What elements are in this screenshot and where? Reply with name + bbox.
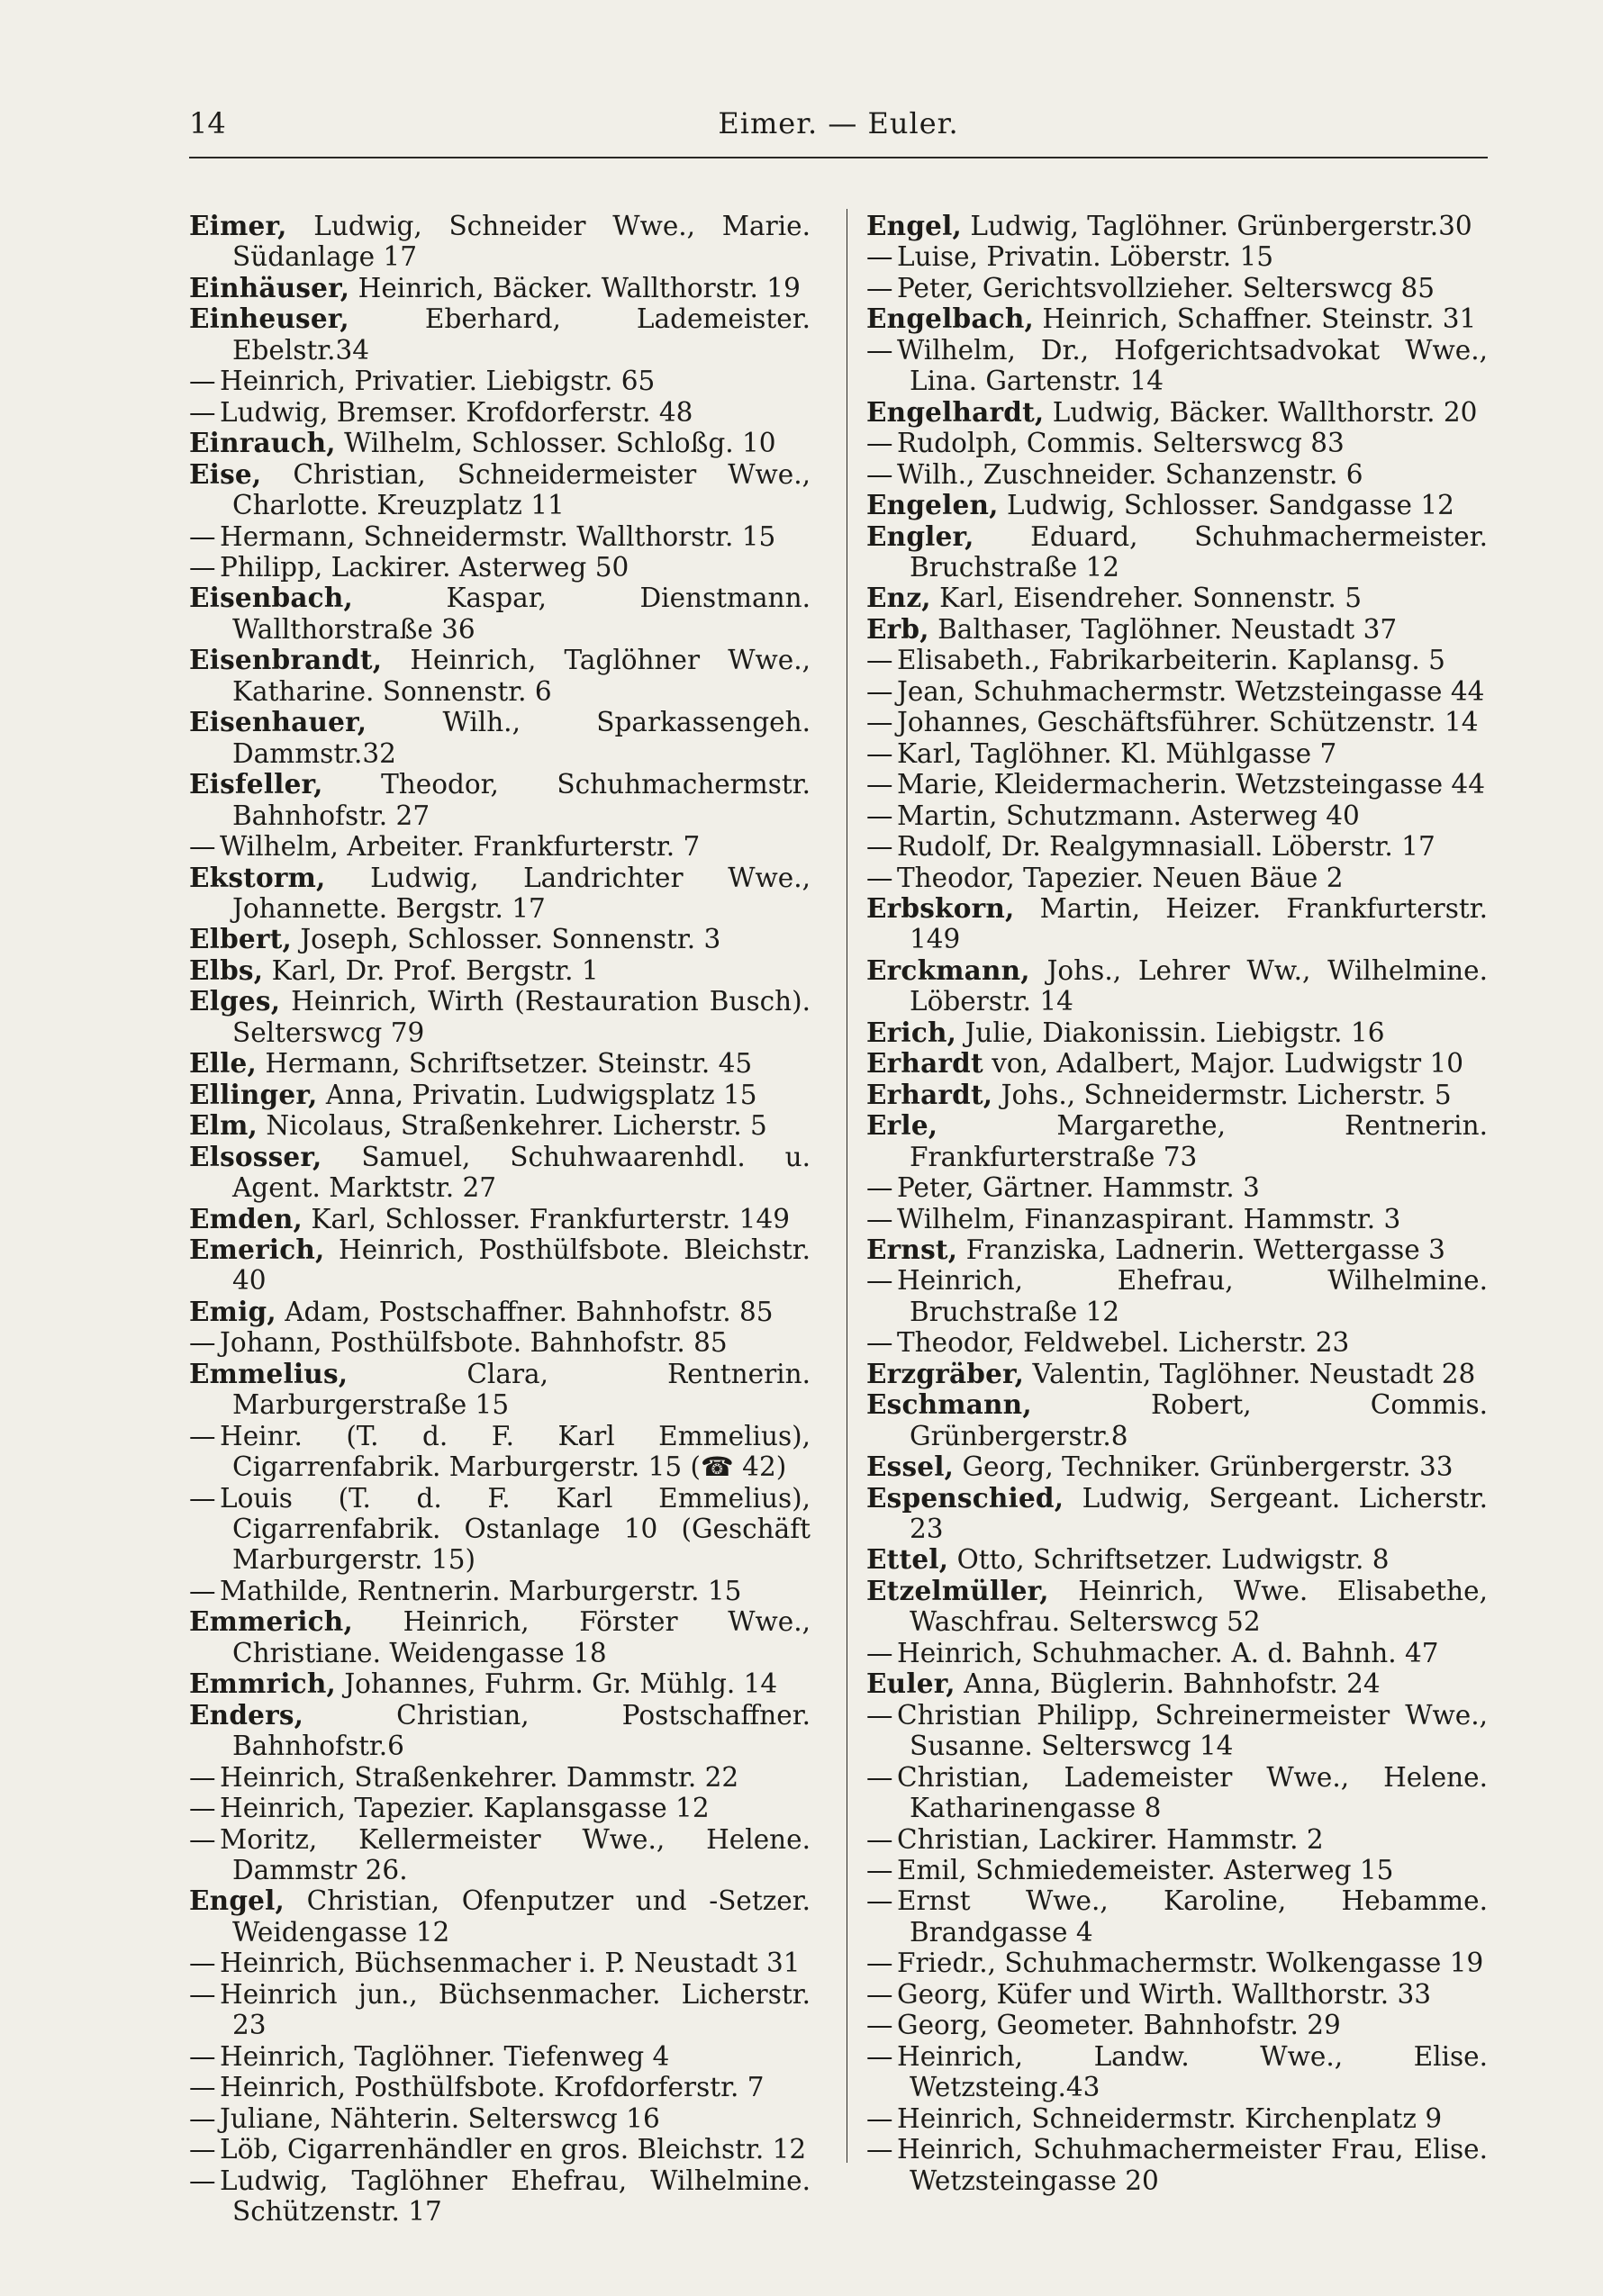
entry-details: Johs., Lehrer Ww., Wilhelmine. Löberstr. 14 — [910, 954, 1488, 1017]
entry-surname: Elle, — [189, 1047, 257, 1080]
directory-entry — [866, 1885, 1488, 1948]
directory-entry — [866, 1824, 1488, 1855]
entry-details: Ludwig, Landrichter Wwe., Johannette. Bergstr. 17 — [232, 862, 811, 924]
ditto-dash: — — [189, 2134, 216, 2165]
entry-surname: Erle, — [866, 1109, 938, 1142]
entry-details: Georg, Geometer. Bahnhofstr. 29 — [897, 2010, 1341, 2041]
directory-entry — [866, 2103, 1488, 2134]
entry-details: Löb, Cigarrenhändler en gros. Bleichstr. 12 — [220, 2134, 807, 2165]
directory-entry — [866, 831, 1488, 862]
entry-surname: Emerich, — [189, 1233, 325, 1265]
entry-details: Heinrich jun., Büchsenmacher. Licherstr. 23 — [220, 1978, 811, 2041]
entry-details: Clara, Rentnerin. Marburgerstraße 15 — [232, 1358, 811, 1421]
ditto-dash: — — [866, 1327, 893, 1359]
directory-entry — [866, 738, 1488, 769]
directory-entry — [866, 676, 1488, 707]
entry-details: Heinrich, Wirth (Restauration Busch). Selterswcg 79 — [232, 986, 811, 1048]
entry-details: Wilhelm, Arbeiter. Frankfurterstr. 7 — [220, 831, 701, 863]
directory-entry — [866, 2134, 1488, 2196]
directory-entry — [189, 366, 811, 396]
directory-entry — [866, 1389, 1488, 1451]
entry-details: Heinrich, Taglöhner. Tiefenweg 4 — [220, 2040, 670, 2072]
directory-entry — [866, 893, 1488, 955]
entry-details: Ludwig, Taglöhner Ehefrau, Wilhelmine. Schützenstr. 17 — [220, 2165, 811, 2227]
entry-surname: Einrauch, — [189, 427, 336, 459]
directory-entry — [866, 1855, 1488, 1885]
ditto-dash: — — [189, 1823, 216, 1855]
ditto-dash: — — [866, 1637, 893, 1668]
entry-surname: Ellinger, — [189, 1078, 318, 1110]
directory-entry — [866, 459, 1488, 490]
directory-entry — [866, 490, 1488, 520]
ditto-dash: — — [189, 1793, 216, 1824]
directory-entry — [866, 273, 1488, 303]
entry-details: Hermann, Schriftsetzer. Steinstr. 45 — [265, 1048, 753, 1080]
entry-surname: Erhardt — [866, 1047, 983, 1080]
entry-details: Johannes, Fuhrm. Gr. Mühlg. 14 — [344, 1668, 778, 1700]
directory-entry — [189, 2072, 811, 2102]
right-column — [866, 211, 1488, 2196]
entry-details: Peter, Gerichtsvollzieher. Selterswcg 85 — [897, 272, 1435, 303]
entry-surname: Emmerich, — [189, 1605, 353, 1638]
entry-details: Anna, Privatin. Ludwigsplatz 15 — [325, 1079, 757, 1110]
entry-details: Rudolf, Dr. Realgymnasiall. Löberstr. 17 — [897, 831, 1435, 863]
ditto-dash: — — [189, 2040, 216, 2072]
directory-entry — [189, 1110, 811, 1141]
entry-details: Peter, Gärtner. Hammstr. 3 — [897, 1172, 1260, 1204]
ditto-dash: — — [866, 862, 893, 893]
ditto-dash: — — [189, 1978, 216, 2010]
directory-entry — [189, 2103, 811, 2134]
directory-entry — [866, 1080, 1488, 1110]
directory-entry — [189, 2041, 811, 2072]
entry-details: Heinrich, Förster Wwe., Christiane. Weidengasse 18 — [232, 1606, 811, 1668]
entry-details: von, Adalbert, Major. Ludwigstr 10 — [992, 1048, 1463, 1080]
entry-details: Joseph, Schlosser. Sonnenstr. 3 — [300, 924, 721, 955]
entry-details: Christian, Ofenputzer und -Setzer. Weidengasse 12 — [232, 1885, 811, 1948]
directory-entry — [866, 707, 1488, 737]
entry-details: Heinrich, Schuhmachermeister Frau, Elise. Wetzsteingasse 20 — [897, 2134, 1488, 2196]
entry-details: Christian, Lademeister Wwe., Helene. Katharinengasse 8 — [897, 1761, 1488, 1824]
ditto-dash: — — [866, 2040, 893, 2072]
directory-entry — [866, 397, 1488, 428]
directory-entry — [189, 2134, 811, 2165]
entry-details: Philipp, Lackirer. Asterweg 50 — [220, 551, 629, 583]
entry-details: Christian Philipp, Schreinermeister Wwe., Susanne. Selterswcg 14 — [897, 1699, 1488, 1762]
entry-surname: Einheuser, — [189, 303, 349, 335]
entry-surname: Elsosser, — [189, 1140, 322, 1172]
directory-entry — [866, 955, 1488, 1017]
ditto-dash: — — [189, 366, 216, 397]
directory-entry — [189, 1048, 811, 1079]
ditto-dash: — — [189, 2102, 216, 2134]
entry-details: Luise, Privatin. Löberstr. 15 — [897, 241, 1273, 273]
entry-surname: Erb, — [866, 612, 929, 645]
entry-surname: Erhardt, — [866, 1078, 993, 1110]
directory-entry — [866, 2041, 1488, 2103]
ditto-dash: — — [866, 2102, 893, 2134]
entry-details: Eberhard, Lademeister. Ebelstr.34 — [232, 303, 811, 366]
entry-details: Johannes, Geschäftsführer. Schützenstr. 14 — [897, 707, 1479, 738]
entry-details: Adam, Postschaffner. Bahnhofstr. 85 — [285, 1296, 774, 1327]
entry-surname: Enders, — [189, 1698, 304, 1731]
ditto-dash: — — [189, 1327, 216, 1359]
directory-entry — [189, 583, 811, 645]
directory-entry — [866, 211, 1488, 241]
entry-details: Wilh., Zuschneider. Schanzenstr. 6 — [897, 458, 1363, 490]
ditto-dash: — — [189, 1575, 216, 1606]
entry-details: Georg, Techniker. Grünbergerstr. 33 — [962, 1451, 1454, 1483]
ditto-dash: — — [866, 1855, 893, 1886]
entry-details: Heinrich, Bäcker. Wallthorstr. 19 — [358, 272, 801, 303]
directory-entry — [866, 863, 1488, 893]
entry-details: Friedr., Schuhmachermstr. Wolkengasse 19 — [897, 1948, 1484, 1979]
ditto-dash: — — [866, 458, 893, 490]
ditto-dash: — — [189, 2072, 216, 2103]
directory-entry — [189, 1668, 811, 1699]
entry-surname: Etzelmüller, — [866, 1574, 1049, 1606]
directory-entry — [866, 428, 1488, 458]
ditto-dash: — — [866, 737, 893, 769]
directory-entry — [189, 552, 811, 583]
directory-entry — [189, 955, 811, 986]
directory-entry — [189, 863, 811, 925]
entry-details: Ludwig, Bäcker. Wallthorstr. 20 — [1052, 396, 1478, 428]
entry-details: Heinrich, Landw. Wwe., Elise. Wetzsteing.43 — [897, 2040, 1488, 2103]
ditto-dash: — — [866, 2134, 893, 2165]
entry-details: Robert, Commis. Grünbergerstr.8 — [910, 1389, 1488, 1451]
directory-entry — [866, 1017, 1488, 1048]
directory-entry — [866, 1204, 1488, 1234]
directory-entry — [866, 800, 1488, 831]
directory-entry — [866, 1762, 1488, 1824]
entry-details: Theodor, Schuhmachermstr. Bahnhofstr. 27 — [232, 769, 811, 831]
entry-surname: Elm, — [189, 1109, 258, 1142]
entry-details: Hermann, Schneidermstr. Wallthorstr. 15 — [220, 520, 776, 552]
entry-surname: Euler, — [866, 1668, 955, 1700]
directory-entry — [189, 459, 811, 521]
entry-surname: Eisenbrandt, — [189, 644, 383, 676]
entry-details: Christian, Schneidermeister Wwe., Charlotte. Kreuzplatz 11 — [232, 458, 811, 521]
entry-surname: Erich, — [866, 1016, 957, 1048]
entry-details: Balthaser, Taglöhner. Neustadt 37 — [937, 613, 1398, 645]
entry-details: Otto, Schriftsetzer. Ludwigstr. 8 — [956, 1544, 1390, 1576]
entry-surname: Eisenbach, — [189, 582, 353, 614]
directory-entry — [189, 769, 811, 831]
entry-details: Wilhelm, Schlosser. Schloßg. 10 — [344, 428, 776, 459]
entry-details: Johann, Posthülfsbote. Bahnhofstr. 85 — [220, 1327, 728, 1359]
directory-entry — [866, 1700, 1488, 1762]
ditto-dash: — — [866, 1978, 893, 2010]
entry-details: Heinrich, Privatier. Liebigstr. 65 — [220, 366, 656, 397]
directory-entry — [189, 1793, 811, 1823]
entry-details: Heinrich, Posthülfsbote. Bleichstr. 40 — [232, 1234, 811, 1297]
entry-details: Georg, Küfer und Wirth. Wallthorstr. 33 — [897, 1978, 1432, 2010]
entry-details: Julie, Diakonissin. Liebigstr. 16 — [965, 1017, 1385, 1048]
entry-surname: Engel, — [866, 210, 963, 241]
ditto-dash: — — [189, 1420, 216, 1451]
entry-surname: Engel, — [189, 1885, 285, 1917]
entry-details: Karl, Taglöhner. Kl. Mühlgasse 7 — [897, 737, 1337, 769]
directory-entry — [866, 1948, 1488, 1978]
directory-entry — [866, 1234, 1488, 1265]
running-head: Eimer. — Euler. — [718, 106, 959, 140]
entry-surname: Einhäuser, — [189, 271, 350, 303]
entry-details: Kaspar, Dienstmann. Wallthorstraße 36 — [232, 583, 811, 645]
ditto-dash: — — [866, 1948, 893, 1979]
entry-details: Heinrich, Wwe. Elisabethe, Waschfrau. Selterswcg 52 — [910, 1575, 1488, 1638]
entry-details: Martin, Heizer. Frankfurterstr. 149 — [910, 892, 1488, 955]
directory-entry — [189, 211, 811, 273]
entry-details: Wilhelm, Finanzaspirant. Hammstr. 3 — [897, 1203, 1401, 1234]
directory-entry — [189, 1948, 811, 1978]
directory-entry — [189, 1234, 811, 1297]
directory-entry — [866, 1979, 1488, 2010]
directory-entry — [866, 769, 1488, 800]
entry-details: Martin, Schutzmann. Asterweg 40 — [897, 800, 1360, 831]
directory-entry — [189, 1576, 811, 1606]
entry-details: Ernst Wwe., Karoline, Hebamme. Brandgasse 4 — [897, 1885, 1488, 1948]
ditto-dash: — — [866, 1761, 893, 1793]
entry-details: Ludwig, Sergeant. Licherstr. 23 — [910, 1482, 1488, 1545]
entry-surname: Eisfeller, — [189, 768, 323, 800]
directory-entry — [189, 1204, 811, 1234]
directory-entry — [866, 2010, 1488, 2040]
directory-entry — [866, 521, 1488, 583]
ditto-dash: — — [189, 1761, 216, 1793]
entry-details: Mathilde, Rentnerin. Marburgerstr. 15 — [220, 1575, 742, 1606]
ditto-dash: — — [866, 645, 893, 676]
ditto-dash: — — [189, 831, 216, 863]
entry-details: Theodor, Tapezier. Neuen Bäue 2 — [897, 862, 1344, 893]
directory-entry — [866, 1359, 1488, 1389]
directory-entry — [866, 1327, 1488, 1358]
entry-details: Marie, Kleidermacherin. Wetzsteingasse 44 — [897, 769, 1485, 800]
entry-details: Theodor, Feldwebel. Licherstr. 23 — [897, 1327, 1350, 1359]
directory-entry — [866, 335, 1488, 397]
directory-entry — [189, 273, 811, 303]
directory-entry — [189, 645, 811, 707]
entry-details: Heinrich, Schneidermstr. Kirchenplatz 9 — [897, 2102, 1443, 2134]
directory-entry — [866, 1668, 1488, 1699]
entry-surname: Ernst, — [866, 1233, 958, 1265]
directory-entry — [189, 1327, 811, 1358]
ditto-dash: — — [866, 241, 893, 273]
directory-entry — [866, 1048, 1488, 1079]
entry-details: Heinrich, Schuhmacher. A. d. Bahnh. 47 — [897, 1637, 1439, 1668]
ditto-dash: — — [866, 334, 893, 366]
entry-surname: Engelhardt, — [866, 395, 1045, 428]
entry-details: Ludwig, Schneider Wwe., Marie. Südanlage 17 — [232, 211, 811, 273]
entry-details: Eduard, Schuhmachermeister. Bruchstraße 12 — [910, 520, 1488, 583]
page-number: 14 — [189, 106, 226, 140]
entry-surname: Enz, — [866, 582, 931, 614]
ditto-dash: — — [866, 1885, 893, 1917]
entry-details: Wilhelm, Dr., Hofgerichtsadvokat Wwe., Lina. Gartenstr. 14 — [897, 334, 1488, 397]
directory-entry — [189, 1606, 811, 1668]
ditto-dash: — — [866, 800, 893, 831]
entry-surname: Emmrich, — [189, 1668, 336, 1700]
entry-details: Heinrich, Ehefrau, Wilhelmine. Bruchstraße 12 — [897, 1265, 1488, 1327]
entry-surname: Elges, — [189, 985, 281, 1017]
ditto-dash: — — [866, 1203, 893, 1234]
entry-surname: Ettel, — [866, 1543, 949, 1576]
ditto-dash: — — [866, 769, 893, 800]
entry-details: Juliane, Nähterin. Selterswcg 16 — [220, 2102, 660, 2134]
ditto-dash: — — [189, 520, 216, 552]
entry-details: Heinrich, Büchsenmacher i. P. Neustadt 31 — [220, 1948, 801, 1979]
ditto-dash: — — [866, 272, 893, 303]
entry-surname: Emig, — [189, 1295, 276, 1327]
entry-details: Jean, Schuhmachermstr. Wetzsteingasse 44 — [897, 675, 1485, 707]
entry-details: Louis (T. d. F. Karl Emmelius), Cigarrenfabrik. Ostanlage 10 (Geschäft Marburgerstr. 15) — [220, 1482, 811, 1576]
entry-surname: Erzgräber, — [866, 1357, 1025, 1389]
directory-entry — [189, 1421, 811, 1483]
directory-entry — [866, 241, 1488, 272]
page-header — [189, 106, 1488, 153]
entry-details: Valentin, Taglöhner. Neustadt 28 — [1032, 1358, 1476, 1389]
directory-entry — [866, 583, 1488, 613]
ditto-dash: — — [189, 1948, 216, 1979]
directory-entry — [189, 1824, 811, 1886]
ditto-dash: — — [866, 2010, 893, 2041]
entry-details: Christian, Postschaffner. Bahnhofstr.6 — [232, 1699, 811, 1762]
entry-details: Heinr. (T. d. F. Karl Emmelius), Cigarrenfabrik. Marburgerstr. 15 (☎ 42) — [220, 1420, 811, 1483]
directory-entry — [866, 1110, 1488, 1172]
directory-entry — [189, 1359, 811, 1421]
directory-entry — [866, 1576, 1488, 1638]
ditto-dash: — — [866, 831, 893, 863]
entry-surname: Erckmann, — [866, 954, 1030, 986]
directory-entry — [189, 986, 811, 1048]
entry-surname: Engler, — [866, 520, 974, 552]
directory-entry — [866, 1172, 1488, 1203]
directory-entry — [189, 831, 811, 862]
entry-details: Heinrich, Tapezier. Kaplansgasse 12 — [220, 1793, 710, 1824]
entry-surname: Emmelius, — [189, 1357, 349, 1389]
ditto-dash: — — [866, 675, 893, 707]
entry-details: Karl, Schlosser. Frankfurterstr. 149 — [311, 1203, 790, 1234]
entry-surname: Emden, — [189, 1202, 303, 1234]
entry-details: Christian, Lackirer. Hammstr. 2 — [897, 1823, 1324, 1855]
entry-details: Heinrich, Straßenkehrer. Dammstr. 22 — [220, 1761, 739, 1793]
directory-entry — [189, 521, 811, 552]
entry-details: Heinrich, Posthülfsbote. Krofdorferstr. 7 — [220, 2072, 765, 2103]
header-rule — [189, 157, 1488, 158]
ditto-dash: — — [189, 2165, 216, 2196]
entry-details: Johs., Schneidermstr. Licherstr. 5 — [1001, 1079, 1452, 1110]
directory-entry — [866, 645, 1488, 675]
entry-surname: Eisenhauer, — [189, 706, 367, 738]
entry-details: Karl, Dr. Prof. Bergstr. 1 — [271, 954, 599, 986]
directory-entry — [189, 1080, 811, 1110]
directory-entry — [189, 1885, 811, 1948]
directory-entry — [189, 1142, 811, 1204]
left-column — [189, 211, 811, 2227]
directory-entry — [189, 1700, 811, 1762]
entry-details: Karl, Eisendreher. Sonnenstr. 5 — [939, 583, 1362, 614]
entry-details: Samuel, Schuhwaarenhdl. u. Agent. Marktstr. 27 — [232, 1141, 811, 1204]
entry-surname: Erbskorn, — [866, 891, 1015, 924]
directory-entry — [866, 614, 1488, 645]
directory-entry — [189, 1979, 811, 2041]
entry-details: Ludwig, Bremser. Krofdorferstr. 48 — [220, 396, 693, 428]
entry-surname: Eimer, — [189, 210, 287, 241]
directory-entry — [866, 1544, 1488, 1575]
ditto-dash: — — [189, 551, 216, 583]
ditto-dash: — — [866, 428, 893, 459]
directory-entry — [189, 1762, 811, 1793]
entry-details: Elisabeth., Fabrikarbeiterin. Kaplansg. 5 — [897, 645, 1445, 676]
entry-details: Wilh., Sparkassengeh. Dammstr.32 — [232, 707, 811, 769]
entry-surname: Eschmann, — [866, 1388, 1032, 1421]
directory-entry — [189, 2165, 811, 2228]
entry-details: Ludwig, Taglöhner. Grünbergerstr.30 — [970, 211, 1472, 241]
entry-details: Franziska, Ladnerin. Wettergasse 3 — [965, 1234, 1445, 1265]
entry-details: Emil, Schmiedemeister. Asterweg 15 — [897, 1855, 1394, 1886]
entry-surname: Essel, — [866, 1451, 955, 1483]
entry-details: Moritz, Kellermeister Wwe., Helene. Dammstr 26. — [220, 1823, 811, 1886]
directory-entry — [866, 1451, 1488, 1482]
entry-surname: Espenschied, — [866, 1481, 1064, 1514]
entry-surname: Eise, — [189, 457, 262, 490]
entry-surname: Elbs, — [189, 954, 264, 986]
ditto-dash: — — [866, 1823, 893, 1855]
directory-entry — [189, 397, 811, 428]
directory-entry — [866, 303, 1488, 334]
entry-details: Heinrich, Taglöhner Wwe., Katharine. Sonnenstr. 6 — [232, 645, 811, 707]
ditto-dash: — — [866, 707, 893, 738]
ditto-dash: — — [866, 1265, 893, 1297]
entry-details: Nicolaus, Straßenkehrer. Licherstr. 5 — [266, 1110, 767, 1142]
directory-entry — [189, 303, 811, 366]
directory-entry — [866, 1483, 1488, 1545]
directory-entry — [189, 1297, 811, 1327]
entry-details: Anna, Büglerin. Bahnhofstr. 24 — [964, 1668, 1381, 1700]
directory-entry — [189, 428, 811, 458]
directory-entry — [189, 1483, 811, 1576]
ditto-dash: — — [189, 1482, 216, 1514]
entry-surname: Elbert, — [189, 923, 292, 955]
directory-entry — [866, 1265, 1488, 1327]
directory-entry — [866, 1638, 1488, 1668]
entry-surname: Engelen, — [866, 489, 999, 521]
ditto-dash: — — [866, 1699, 893, 1731]
entry-details: Heinrich, Schaffner. Steinstr. 31 — [1042, 303, 1477, 335]
directory-entry — [189, 924, 811, 954]
ditto-dash: — — [866, 1172, 893, 1204]
entry-surname: Engelbach, — [866, 303, 1034, 335]
ditto-dash: — — [189, 396, 216, 428]
entry-details: Ludwig, Schlosser. Sandgasse 12 — [1007, 490, 1454, 521]
entry-details: Margarethe, Rentnerin. Frankfurterstraße 73 — [910, 1110, 1488, 1172]
directory-entry — [189, 707, 811, 769]
entry-surname: Ekstorm, — [189, 861, 326, 893]
entry-details: Rudolph, Commis. Selterswcg 83 — [897, 428, 1345, 459]
